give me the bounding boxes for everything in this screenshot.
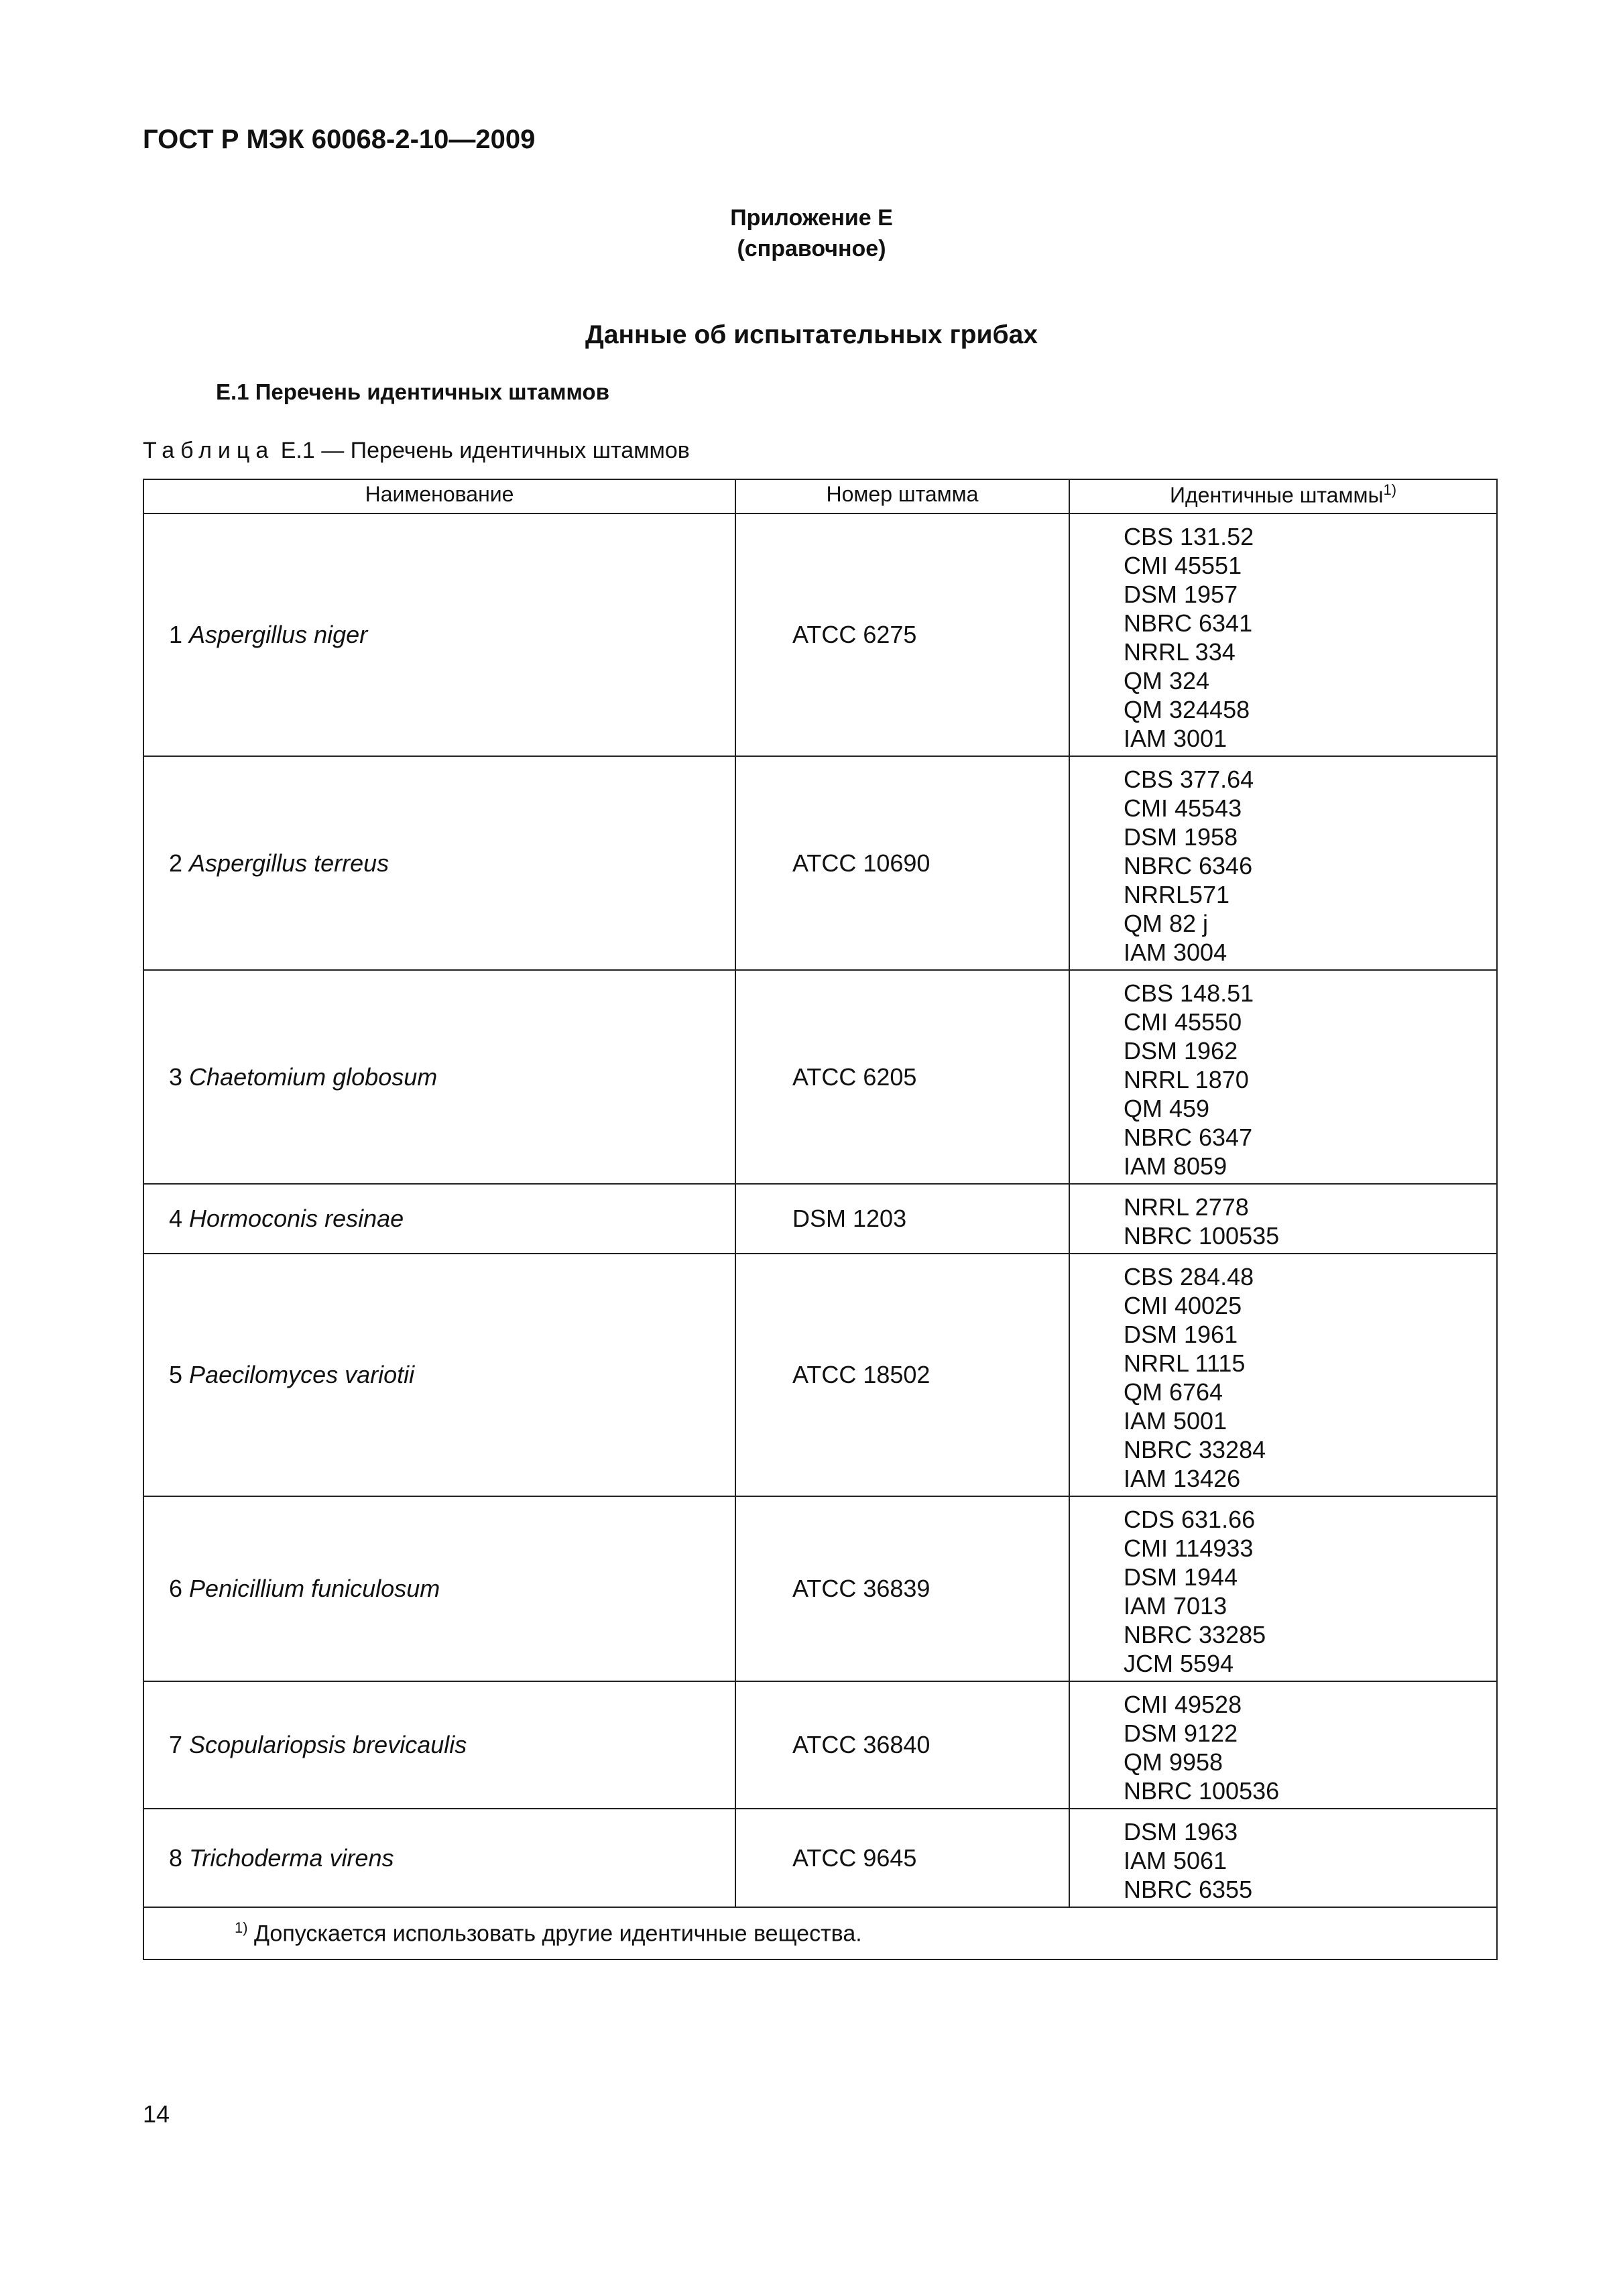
document-code: ГОСТ Р МЭК 60068-2-10—2009 bbox=[143, 125, 536, 154]
fungus-name: Hormoconis resinae bbox=[189, 1205, 404, 1232]
identical-strain: IAM 13426 bbox=[1124, 1465, 1241, 1492]
identical-strains-cell bbox=[1069, 1254, 1497, 1496]
identical-strain: DSM 1958 bbox=[1124, 823, 1238, 851]
identical-strain: DSM 1961 bbox=[1124, 1321, 1238, 1348]
page-heading: Данные об испытательных грибах bbox=[585, 320, 1038, 349]
identical-strain: QM 82 j bbox=[1124, 910, 1209, 937]
identical-strain: IAM 3001 bbox=[1124, 725, 1227, 752]
row-index: 1 bbox=[169, 621, 183, 648]
fungus-name-cell bbox=[143, 756, 735, 970]
fungus-name-cell bbox=[143, 970, 735, 1184]
identical-strain: CBS 284.48 bbox=[1124, 1263, 1254, 1290]
identical-strain: QM 9958 bbox=[1124, 1748, 1223, 1776]
row-index: 8 bbox=[169, 1844, 183, 1872]
identical-strain: CMI 45551 bbox=[1124, 552, 1242, 579]
row-index: 7 bbox=[169, 1731, 183, 1758]
identical-strain: IAM 7013 bbox=[1124, 1592, 1227, 1620]
header-separator bbox=[143, 509, 1497, 513]
table-row bbox=[143, 513, 1497, 756]
table-row bbox=[143, 756, 1497, 970]
identical-strains-cell bbox=[1069, 1809, 1497, 1907]
identical-strains-cell bbox=[1069, 1496, 1497, 1681]
table-row bbox=[143, 1496, 1497, 1681]
page-number: 14 bbox=[143, 2100, 170, 2128]
strain-number-cell: DSM 1203 bbox=[735, 1184, 1069, 1254]
identical-strain: QM 6764 bbox=[1124, 1378, 1223, 1406]
section-heading: Е.1 Перечень идентичных штаммов bbox=[216, 379, 609, 404]
identical-strain: CMI 40025 bbox=[1124, 1292, 1242, 1319]
identical-strain: QM 459 bbox=[1124, 1095, 1210, 1122]
fungus-name: Scopulariopsis brevicaulis bbox=[189, 1731, 467, 1758]
strain-number-cell: ATCC 9645 bbox=[735, 1809, 1069, 1907]
identical-strain: NBRC 33284 bbox=[1124, 1436, 1266, 1463]
fungus-name-cell bbox=[143, 513, 735, 756]
identical-strains-cell bbox=[1069, 513, 1497, 756]
appendix-label bbox=[0, 202, 1623, 264]
identical-strain: DSM 1963 bbox=[1124, 1818, 1238, 1846]
row-index: 3 bbox=[169, 1063, 183, 1091]
fungus-name-cell bbox=[143, 1809, 735, 1907]
identical-strain: JCM 5594 bbox=[1124, 1650, 1234, 1677]
header-identical-label: Идентичные штаммы bbox=[1169, 483, 1384, 507]
row-index: 6 bbox=[169, 1575, 183, 1602]
fungus-name: Trichoderma virens bbox=[189, 1844, 394, 1872]
fungus-name-cell bbox=[143, 1681, 735, 1809]
strains-table bbox=[143, 479, 1498, 1960]
identical-strain: CBS 148.51 bbox=[1124, 979, 1254, 1007]
row-index: 5 bbox=[169, 1361, 183, 1388]
fungus-name-cell bbox=[143, 1184, 735, 1254]
identical-strain: DSM 1962 bbox=[1124, 1037, 1238, 1065]
identical-strain: CMI 45550 bbox=[1124, 1008, 1242, 1036]
table-row bbox=[143, 1254, 1497, 1496]
strain-number-cell: ATCC 36839 bbox=[735, 1496, 1069, 1681]
identical-strain: NBRC 100536 bbox=[1124, 1777, 1280, 1805]
strain-number-cell: ATCC 6275 bbox=[735, 513, 1069, 756]
footnote-cell bbox=[143, 1907, 1497, 1959]
identical-strain: CMI 49528 bbox=[1124, 1691, 1242, 1718]
identical-strain: NRRL571 bbox=[1124, 881, 1230, 908]
fungus-name: Aspergillus terreus bbox=[189, 849, 389, 877]
identical-strain: DSM 9122 bbox=[1124, 1719, 1238, 1747]
identical-strain: CBS 131.52 bbox=[1124, 523, 1254, 550]
identical-strains-cell bbox=[1069, 1184, 1497, 1254]
row-index: 4 bbox=[169, 1205, 183, 1232]
table-row bbox=[143, 970, 1497, 1184]
identical-strain: CMI 45543 bbox=[1124, 794, 1242, 822]
table-row bbox=[143, 1681, 1497, 1809]
fungus-name-cell bbox=[143, 1496, 735, 1681]
identical-strain: QM 324458 bbox=[1124, 696, 1250, 723]
identical-strain: NBRC 6355 bbox=[1124, 1876, 1253, 1903]
fungus-name: Penicillium funiculosum bbox=[189, 1575, 440, 1602]
header-strain-number: Номер штамма bbox=[735, 479, 1069, 509]
appendix-subtitle: (справочное) bbox=[737, 236, 886, 261]
identical-strain: NRRL 2778 bbox=[1124, 1193, 1249, 1221]
strain-number-cell: ATCC 36840 bbox=[735, 1681, 1069, 1809]
identical-strain: IAM 5061 bbox=[1124, 1847, 1227, 1874]
identical-strain: IAM 3004 bbox=[1124, 939, 1227, 966]
header-identical bbox=[1069, 479, 1497, 509]
table-row bbox=[143, 1809, 1497, 1907]
identical-strain: IAM 8059 bbox=[1124, 1152, 1227, 1180]
fungus-name: Aspergillus niger bbox=[189, 621, 368, 648]
row-index: 2 bbox=[169, 849, 183, 877]
identical-strains-cell bbox=[1069, 970, 1497, 1184]
identical-strain: DSM 1957 bbox=[1124, 581, 1238, 608]
identical-strain: CMI 114933 bbox=[1124, 1534, 1254, 1562]
identical-strains-cell bbox=[1069, 1681, 1497, 1809]
strain-number-cell: ATCC 10690 bbox=[735, 756, 1069, 970]
table-caption bbox=[143, 438, 690, 464]
strain-number-cell: ATCC 18502 bbox=[735, 1254, 1069, 1496]
table-row bbox=[143, 1184, 1497, 1254]
identical-strain: NRRL 1870 bbox=[1124, 1066, 1249, 1093]
table-caption-text: Е.1 — Перечень идентичных штаммов bbox=[274, 438, 690, 463]
identical-strain: NBRC 6341 bbox=[1124, 609, 1253, 637]
identical-strains-cell bbox=[1069, 756, 1497, 970]
header-identical-footnote-mark: 1) bbox=[1383, 481, 1397, 498]
identical-strain: NRRL 334 bbox=[1124, 638, 1236, 666]
table-caption-prefix: Таблица bbox=[143, 438, 275, 463]
footnote-row bbox=[143, 1907, 1497, 1959]
identical-strain: NRRL 1115 bbox=[1124, 1349, 1246, 1377]
identical-strain: QM 324 bbox=[1124, 667, 1210, 694]
identical-strain: DSM 1944 bbox=[1124, 1563, 1238, 1591]
appendix-title: Приложение Е bbox=[730, 205, 893, 231]
identical-strain: NBRC 100535 bbox=[1124, 1222, 1280, 1250]
table-header-row bbox=[143, 479, 1497, 509]
identical-strain: NBRC 6346 bbox=[1124, 852, 1253, 880]
identical-strain: NBRC 6347 bbox=[1124, 1124, 1253, 1151]
header-name: Наименование bbox=[143, 479, 735, 509]
fungus-name: Paecilomyces variotii bbox=[189, 1361, 415, 1388]
identical-strain: CBS 377.64 bbox=[1124, 766, 1254, 793]
fungus-name: Chaetomium globosum bbox=[189, 1063, 438, 1091]
footnote-text: Допускается использовать другие идентичные вещества. bbox=[247, 1921, 862, 1947]
fungus-name-cell bbox=[143, 1254, 735, 1496]
footnote-mark: 1) bbox=[235, 1919, 248, 1937]
strain-number-cell: ATCC 6205 bbox=[735, 970, 1069, 1184]
identical-strain: CDS 631.66 bbox=[1124, 1506, 1256, 1533]
identical-strain: NBRC 33285 bbox=[1124, 1621, 1266, 1648]
identical-strain: IAM 5001 bbox=[1124, 1407, 1227, 1435]
table-body bbox=[143, 513, 1497, 1907]
